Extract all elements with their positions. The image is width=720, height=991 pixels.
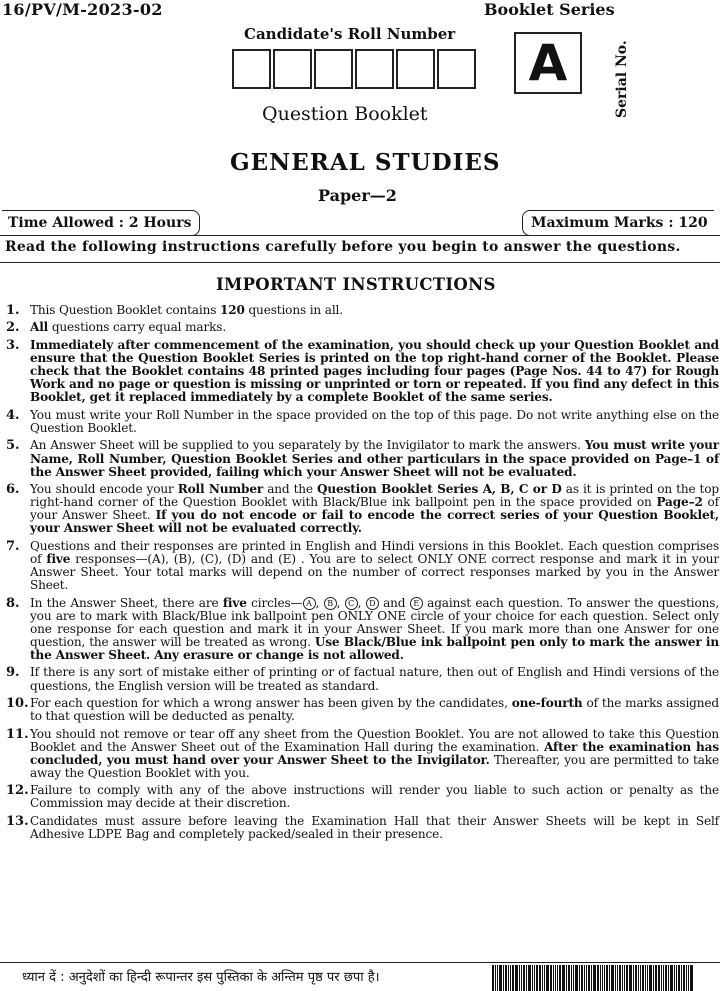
roll-number-label: Candidate's Roll Number	[244, 25, 456, 43]
instruction-item	[6, 728, 719, 780]
hindi-note: ध्यान दें : अनुदेशों का हिन्दी रूपान्तर इस पुस्तिका के अन्तिम पृष्ठ पर छपा है।	[22, 970, 380, 985]
barcode-bar	[619, 965, 621, 991]
barcode-bar	[581, 965, 583, 991]
text-run: five	[46, 551, 71, 566]
answer-circle-icon: B	[324, 597, 337, 610]
text-run: If there is any sort of mistake either of printing or of factual nature, then out of English and Hindi versions of the questions, the English version will be treated as standard.	[30, 665, 719, 693]
barcode-bar	[575, 965, 578, 991]
series-box	[514, 32, 582, 94]
booklet-series-label: Booklet Series	[484, 0, 615, 19]
divider	[0, 235, 720, 236]
text-run: ,	[357, 595, 366, 610]
instruction-item	[6, 697, 719, 723]
barcode-bar	[622, 965, 623, 991]
instructions-title: IMPORTANT INSTRUCTIONS	[216, 275, 496, 294]
instruction-item	[6, 784, 719, 810]
barcode-bar	[521, 965, 522, 991]
text-run: Immediately after commencement of the examination, you should check up your Question Booklet and ensure that the Question Booklet Series is printed on the top right-hand corner of the Booklet. Please check that the Booklet contains 48 printed pages including four pages (Page Nos. 44 to 47) for Rough Work and no page or question is missing or unprinted or torn or repeated. If you find any defect in this Booklet, get it replaced immediately by a complete Booklet of the same series.	[30, 337, 719, 405]
instruction-item	[6, 815, 719, 841]
text-run: five	[222, 595, 247, 610]
instruction-number: 3.	[6, 337, 20, 353]
text-run: Page–2	[656, 495, 703, 510]
instruction-text	[30, 815, 719, 841]
text-run: of your Answer Sheet.	[30, 495, 720, 523]
instruction-item	[6, 409, 719, 435]
barcode-bar	[542, 965, 543, 991]
barcode-bar	[544, 965, 545, 991]
roll-digit-box[interactable]	[396, 49, 435, 89]
instruction-item	[6, 321, 719, 334]
text-run: If you do not encode or fail to encode the correct series of your Question Booklet, your Answer Sheet will not be evaluated correctly.	[30, 508, 719, 536]
instruction-number: 10.	[6, 696, 29, 712]
barcode-bar	[665, 965, 667, 991]
barcode-bar	[499, 965, 502, 991]
time-allowed: Time Allowed : 2 Hours	[2, 210, 200, 236]
instruction-text	[30, 439, 719, 478]
barcode-bar	[571, 965, 572, 991]
instruction-text	[30, 697, 719, 723]
text-run: Use Black/Blue ink ballpoint pen only to mark the answer in the Answer Sheet. Any erasure or change is not allowed.	[30, 634, 719, 662]
text-run: You must write your Name, Roll Number, Question Booklet Series and other particulars in the space provided on Page–1 of the Answer Sheet provided, failing which your Answer Sheet will not be evaluated.	[30, 438, 720, 479]
text-run: of the marks assigned to that question will be deducted as penalty.	[30, 696, 719, 724]
barcode-bar	[690, 965, 693, 991]
barcode-bar	[683, 965, 685, 991]
barcode-bar	[633, 965, 634, 991]
barcode-bar	[624, 965, 625, 991]
answer-circle-icon: E	[410, 597, 423, 610]
text-run: Roll Number	[177, 482, 264, 497]
barcode-bar	[573, 965, 574, 991]
barcode	[492, 965, 718, 991]
barcode-bar	[678, 965, 680, 991]
maximum-marks: Maximum Marks : 120	[522, 210, 714, 236]
barcode-bar	[566, 965, 567, 991]
instruction-number: 13.	[6, 813, 29, 829]
barcode-bar	[492, 965, 494, 991]
instruction-text	[30, 409, 719, 435]
instruction-number: 12.	[6, 783, 29, 799]
barcode-bar	[640, 965, 641, 991]
text-run: In the Answer Sheet, there are	[30, 595, 223, 610]
barcode-bar	[653, 965, 654, 991]
text-run: Question Booklet Series A, B, C or D	[317, 482, 562, 497]
barcode-bar	[615, 965, 616, 991]
barcode-bar	[497, 965, 498, 991]
roll-digit-box[interactable]	[437, 49, 476, 89]
paper-label: Paper—2	[318, 186, 397, 205]
instruction-text	[30, 784, 719, 810]
instruction-item	[6, 439, 719, 478]
instruction-item	[6, 304, 719, 317]
text-run: one-fourth	[511, 696, 583, 711]
barcode-bar	[602, 965, 603, 991]
barcode-bar	[553, 965, 554, 991]
text-run: All	[30, 320, 49, 335]
barcode-bar	[588, 965, 590, 991]
barcode-bar	[593, 965, 596, 991]
barcode-bar	[515, 965, 518, 991]
text-run: Candidates must assure before leaving the Examination Hall that their Answer Sheets will be kept in Self Adhesive LDPE Bag and completely packed/sealed in their presence.	[30, 813, 719, 842]
instruction-number: 7.	[6, 538, 20, 554]
barcode-bar	[528, 965, 531, 991]
roll-digit-box[interactable]	[232, 49, 271, 89]
text-run: Thereafter, you are permitted to take away the Question Booklet with you.	[30, 752, 719, 780]
instruction-text	[30, 483, 719, 535]
barcode-bar	[519, 965, 520, 991]
read-instructions-line: Read the following instructions carefully before you begin to answer the questions.	[5, 239, 681, 255]
answer-circle-icon: A	[303, 597, 316, 610]
barcode-bar	[597, 965, 599, 991]
instruction-item	[6, 540, 719, 592]
instruction-number: 4.	[6, 407, 20, 423]
barcode-bar	[663, 965, 664, 991]
roll-digit-box[interactable]	[355, 49, 394, 89]
divider	[0, 962, 720, 963]
instruction-text	[30, 666, 719, 692]
text-run: Failure to comply with any of the above instructions will render you liable to such action or penalty as the Commission may decide at their discretion.	[30, 783, 719, 811]
text-run: For each question for which a wrong answer has been given by the candidates,	[30, 696, 512, 711]
instruction-text	[30, 304, 719, 317]
instruction-item	[6, 666, 719, 692]
barcode-bar	[611, 965, 614, 991]
barcode-bar	[645, 965, 646, 991]
answer-circle-icon: D	[366, 597, 379, 610]
instruction-text	[30, 540, 719, 592]
barcode-bar	[550, 965, 552, 991]
barcode-bar	[508, 965, 509, 991]
instruction-item	[6, 597, 719, 662]
barcode-bar	[676, 965, 677, 991]
instruction-number: 2.	[6, 320, 20, 336]
roll-digit-box[interactable]	[314, 49, 353, 89]
barcode-bar	[600, 965, 601, 991]
text-run: questions in all.	[244, 303, 343, 317]
barcode-bar	[512, 965, 514, 991]
text-run: You should encode your	[30, 482, 178, 497]
barcode-bar	[584, 965, 585, 991]
barcode-bar	[495, 965, 496, 991]
barcode-bar	[658, 965, 660, 991]
barcode-bar	[606, 965, 608, 991]
text-run: 120	[219, 303, 245, 317]
barcode-bar	[655, 965, 657, 991]
barcode-bar	[555, 965, 556, 991]
text-run: ,	[336, 595, 345, 610]
roll-number-boxes	[232, 49, 478, 89]
instruction-item	[6, 483, 719, 535]
barcode-bar	[661, 965, 662, 991]
instructions-list	[6, 304, 719, 846]
barcode-bar	[510, 965, 511, 991]
barcode-bar	[526, 965, 527, 991]
text-run: and	[378, 595, 410, 610]
barcode-bar	[686, 965, 687, 991]
barcode-bar	[568, 965, 570, 991]
barcode-bar	[642, 965, 644, 991]
answer-circle-icon: C	[345, 597, 358, 610]
barcode-bar	[505, 965, 507, 991]
barcode-bar	[523, 965, 525, 991]
instruction-item	[6, 339, 719, 404]
exam-code: 16/PV/M-2023-02	[2, 0, 163, 19]
barcode-bar	[579, 965, 580, 991]
instruction-number: 5.	[6, 438, 20, 454]
booklet-title: Question Booklet	[262, 103, 428, 125]
barcode-bar	[539, 965, 541, 991]
barcode-bar	[688, 965, 689, 991]
barcode-bar	[586, 965, 587, 991]
text-run: You should not remove or tear off any sheet from the Question Booklet. You are not allowed to take this Question Booklet and the Answer Sheet out of the Examination Hall during the examination.	[30, 726, 719, 754]
text-run: and the	[263, 482, 318, 497]
instruction-text	[30, 597, 719, 662]
text-run: An Answer Sheet will be supplied to you separately by the Invigilator to mark the answers.	[30, 438, 585, 453]
text-run: responses—(A), (B), (C), (D) and (E) . You are to select ONLY ONE correct response and mark it in your Answer Sheet. Your total marks will depend on the number of correct responses marked by you in the Answer Sheet.	[30, 551, 720, 593]
instruction-number: 8.	[6, 595, 20, 611]
text-run: questions carry equal marks.	[48, 320, 227, 335]
barcode-bar	[674, 965, 675, 991]
barcode-bar	[604, 965, 605, 991]
text-run: Questions and their responses are printed in English and Hindi versions in this Booklet. Each question comprises of	[30, 538, 719, 566]
text-run: After the examination has concluded, you must hand over your Answer Sheet to the Invigilator.	[30, 739, 719, 767]
barcode-bar	[534, 965, 535, 991]
serial-no-label: Serial No.	[614, 40, 630, 118]
text-run: as it is printed on the top right-hand corner of the Question Booklet with Black/Blue ink ballpoint pen in the space provided on	[30, 482, 719, 510]
instruction-text	[30, 728, 719, 780]
instruction-text	[30, 339, 719, 404]
barcode-bar	[591, 965, 592, 991]
barcode-bar	[546, 965, 549, 991]
subject-title: GENERAL STUDIES	[230, 149, 501, 176]
barcode-bar	[638, 965, 639, 991]
text-run: This Question Booklet contains	[30, 303, 220, 317]
barcode-bar	[617, 965, 618, 991]
barcode-bar	[668, 965, 669, 991]
series-letter: A	[528, 34, 568, 92]
instruction-number: 6.	[6, 482, 20, 498]
text-run: against each question. To answer the questions, you are to mark with Black/Blue ink ballpoint pen ONLY ONE circle of your choice for each question. Select only one response for each question and mark it in your Answer Sheet. If you mark more than one Answer for one question, the answer will be treated as wrong.	[30, 595, 720, 649]
barcode-bar	[629, 965, 632, 991]
barcode-bar	[532, 965, 533, 991]
text-run: You must write your Roll Number in the space provided on the top of this page. Do not write anything else on the Question Booklet.	[30, 407, 719, 435]
barcode-bar	[536, 965, 538, 991]
text-run: circles—	[246, 595, 303, 610]
barcode-bar	[681, 965, 682, 991]
instruction-number: 9.	[6, 665, 20, 681]
barcode-bar	[649, 965, 652, 991]
barcode-bar	[559, 965, 561, 991]
barcode-bar	[562, 965, 565, 991]
barcode-bar	[647, 965, 648, 991]
instruction-text	[30, 321, 719, 334]
instruction-number: 1.	[6, 303, 20, 318]
barcode-bar	[503, 965, 504, 991]
text-run: ,	[315, 595, 324, 610]
roll-digit-box[interactable]	[273, 49, 312, 89]
barcode-bar	[609, 965, 610, 991]
instruction-number: 11.	[6, 726, 29, 742]
barcode-bar	[626, 965, 628, 991]
barcode-bar	[635, 965, 637, 991]
barcode-bar	[670, 965, 673, 991]
divider	[0, 262, 720, 263]
barcode-bar	[557, 965, 558, 991]
